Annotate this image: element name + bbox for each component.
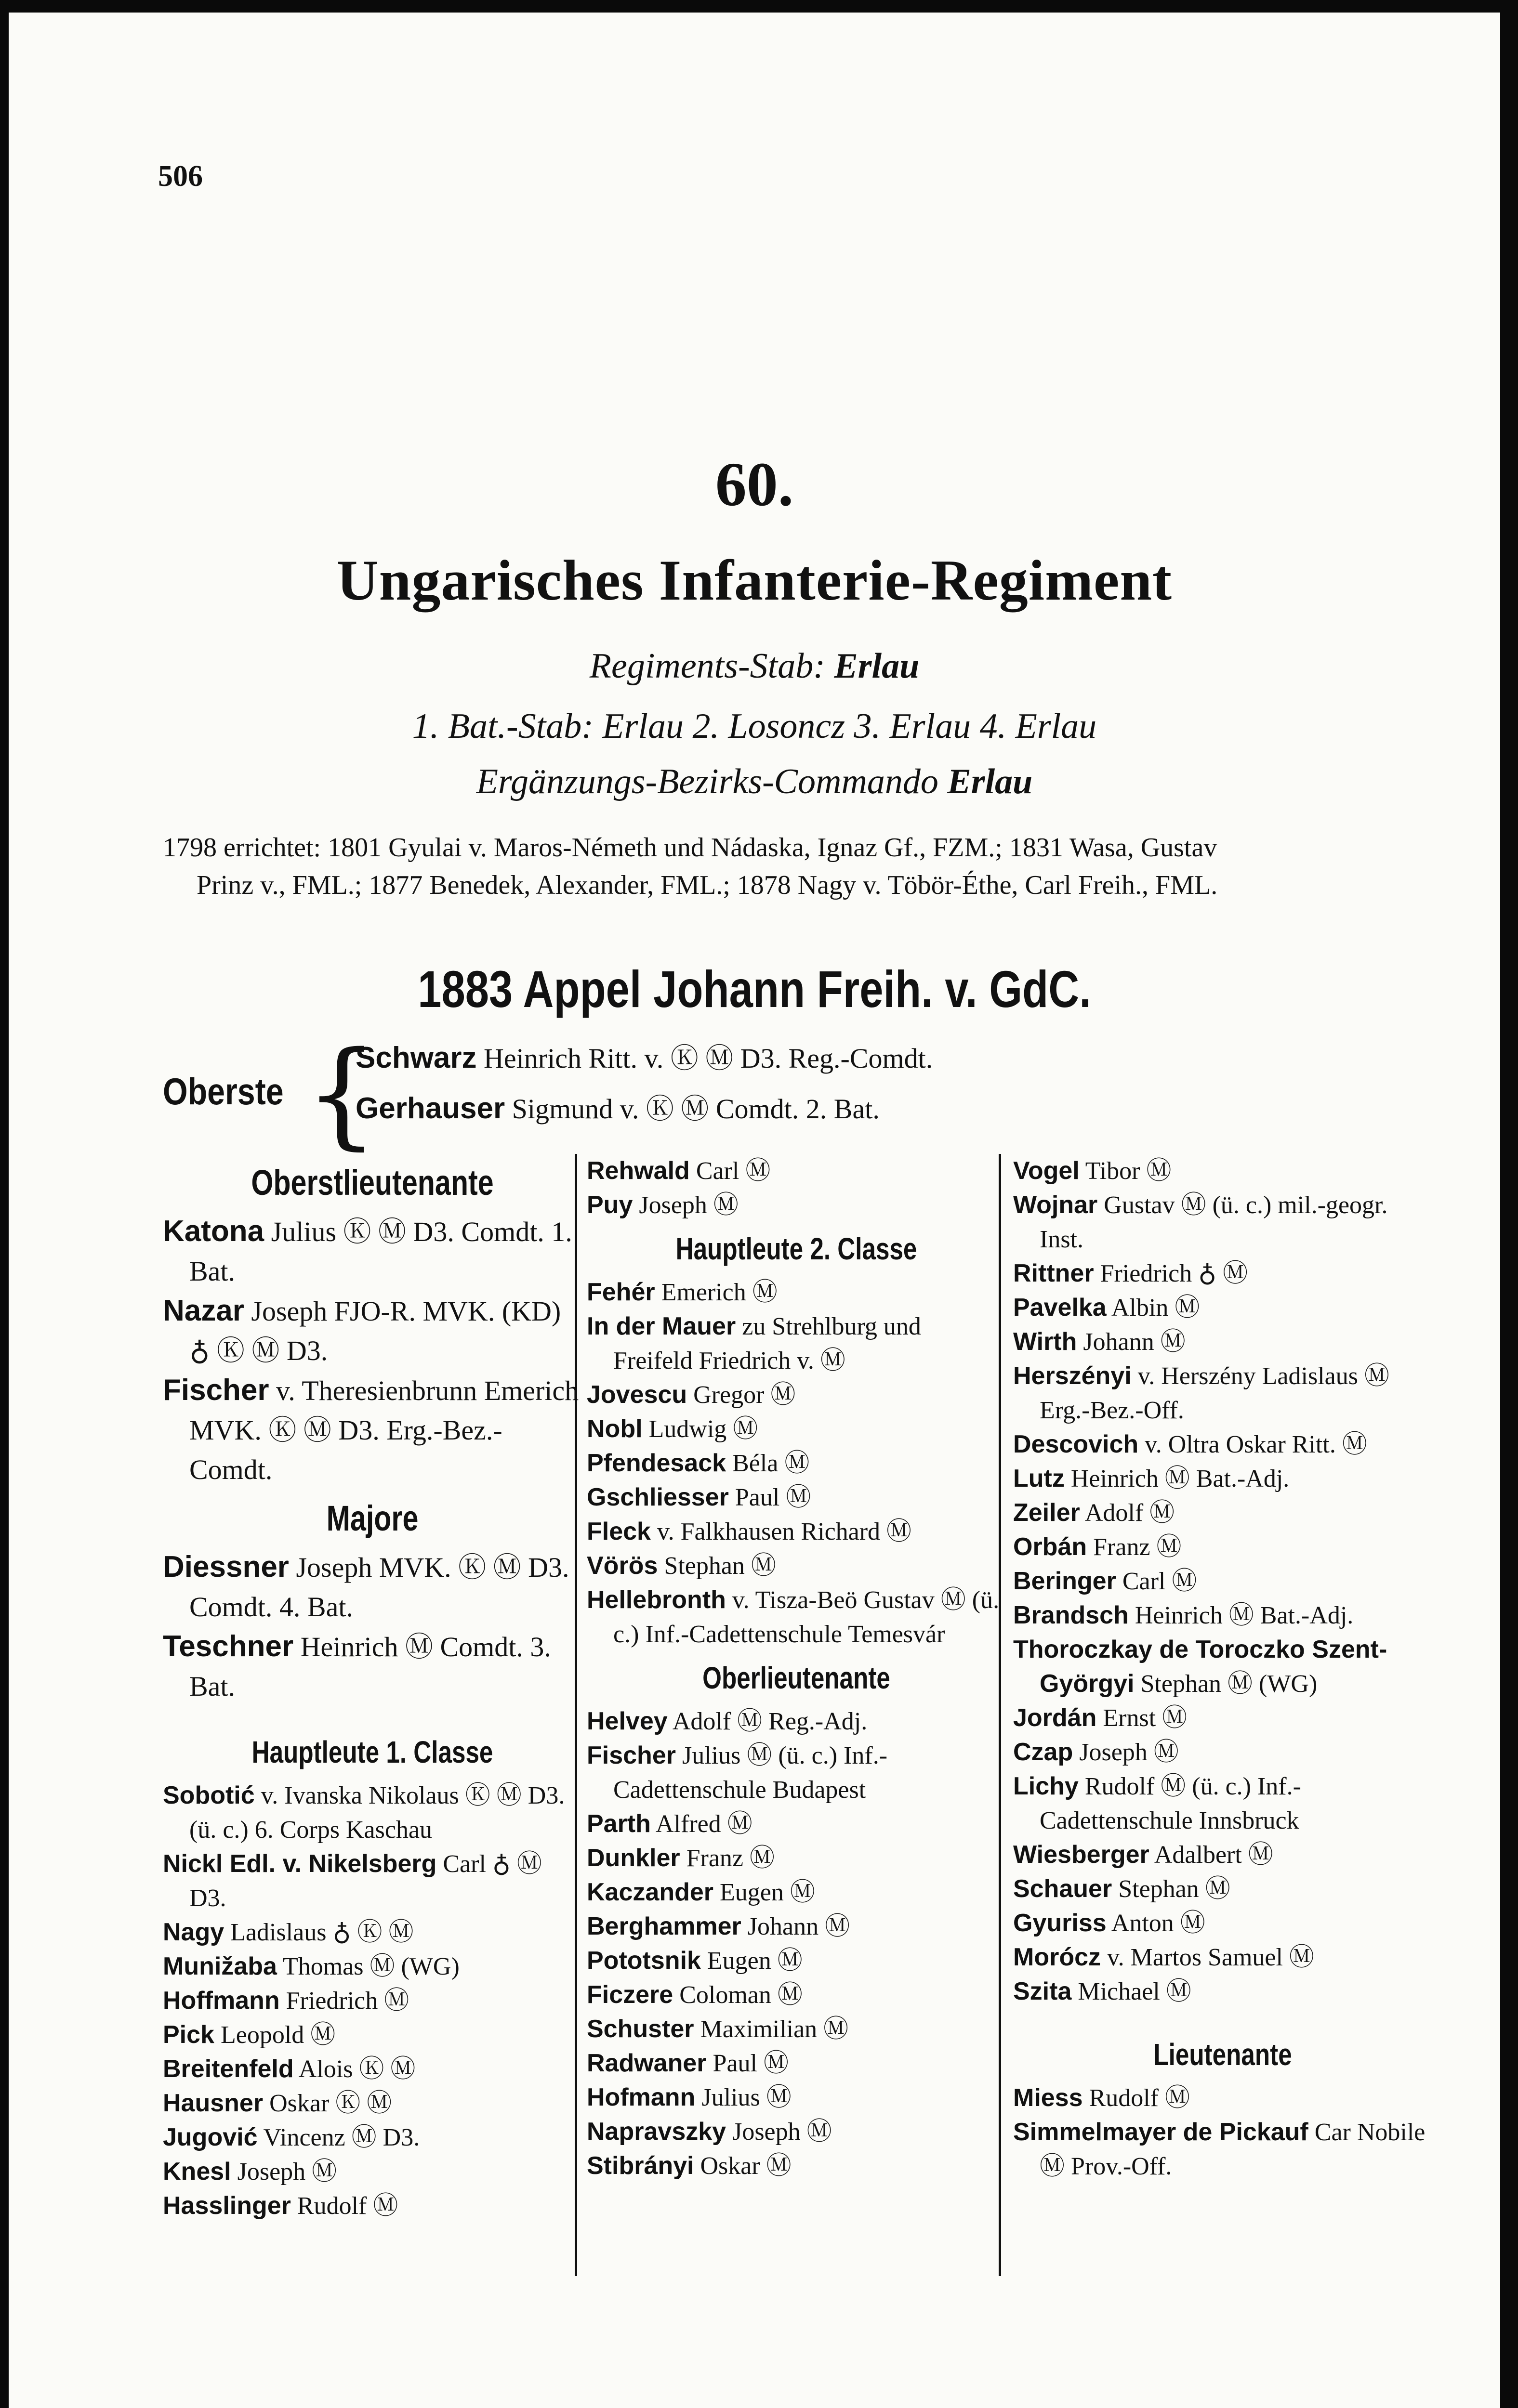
details: Coloman Ⓜ (673, 1981, 803, 2009)
erg-label: Ergänzungs-Bezirks-Commando (476, 762, 938, 801)
staff-place: Erlau (834, 646, 920, 686)
officer-list (163, 1547, 582, 1706)
officer-entry (1013, 2115, 1432, 2184)
details: Friedrich Ⓜ (279, 1987, 409, 2015)
officer-entry (1013, 1325, 1432, 1359)
officer-entry (163, 2052, 582, 2086)
details: Franz Ⓜ (1087, 1533, 1182, 1561)
officer-entry (1013, 1975, 1432, 2009)
document-page (9, 13, 1500, 2408)
surname: Thoroczkay de Toroczko Szent-Györgyi (1013, 1636, 1387, 1698)
officer-entry (163, 2086, 582, 2120)
history-line: Prinz v., FML.; 1877 Benedek, Alexander, FML.; 1878 Nagy v. Töbör-Éthe, Carl Freih., FML. (197, 870, 1218, 900)
details: Franz Ⓜ (680, 1845, 775, 1872)
details: v. Theresienbrunn Emerich MVK. Ⓚ Ⓜ D3. Erg.-Bez.-Comdt. (189, 1375, 579, 1485)
details: Thomas Ⓜ (WG) (277, 1953, 460, 1980)
regiment-title: Ungarisches Infanterie-Regiment (336, 548, 1173, 612)
officer-entry (1013, 1701, 1432, 1735)
details: Rudolf Ⓜ (290, 2192, 398, 2220)
surname: Gerhauser (356, 1092, 505, 1125)
details: Alois Ⓚ Ⓜ (293, 2055, 416, 2083)
surname: Nazar (163, 1294, 244, 1327)
details: Oskar Ⓚ Ⓜ (263, 2090, 392, 2117)
officer-entry (587, 2046, 1006, 2081)
details: Carl ♁ Ⓜ D3. (189, 1850, 542, 1912)
page-number: 506 (158, 160, 203, 193)
surname: Jugović (163, 2123, 258, 2151)
surname: Simmelmayer de Pickauf (1013, 2118, 1308, 2146)
colonel-entry (356, 1089, 880, 1129)
details: v. Martos Samuel Ⓜ (1101, 1944, 1314, 1971)
section-heading-oberstlieutenante: Oberstlieutenante (251, 1163, 494, 1203)
surname: Jordán (1013, 1704, 1097, 1732)
officer-list (1013, 2081, 1432, 2184)
officer-entry (1013, 1735, 1432, 1769)
details: Car Nobile Ⓜ Prov.-Off. (1040, 2119, 1426, 2180)
details: Gustav Ⓜ (ü. c.) mil.-geogr. Inst. (1040, 1191, 1388, 1253)
surname: Hellebronth (587, 1586, 726, 1614)
details: Adolf Ⓜ Reg.-Adj. (667, 1708, 868, 1735)
surname: Berghammer (587, 1912, 741, 1940)
surname: Fischer (163, 1374, 269, 1407)
surname: Schwarz (356, 1041, 477, 1074)
surname: Vogel (1013, 1157, 1080, 1185)
details: Ernst Ⓜ (1096, 1704, 1188, 1732)
surname: Wiesberger (1013, 1841, 1149, 1869)
officer-entry (1013, 1359, 1432, 1427)
officer-entry (587, 1739, 1006, 1807)
officer-entry (587, 1188, 1006, 1222)
history-line: 1798 errichtet: 1801 Gyulai v. Maros-Németh und Nádaska, Ignaz Gf., FZM.; 1831 Wasa, Gustav (163, 833, 1217, 863)
officer-entry (1013, 1564, 1432, 1598)
officer-entry (587, 1583, 1006, 1651)
details: v. Tisza-Beö Gustav Ⓜ (ü. c.) Inf.-Cadettenschule Temesvár (613, 1586, 1000, 1648)
officer-list (1013, 1154, 1432, 2009)
officer-entry (1013, 1872, 1432, 1906)
surname: Lutz (1013, 1465, 1065, 1492)
colonel-entry (356, 1038, 933, 1078)
details: Sigmund v. Ⓚ Ⓜ Comdt. 2. Bat. (505, 1093, 880, 1125)
column-middle (587, 1154, 1006, 2183)
officer-entry (1013, 1838, 1432, 1872)
officer-entry (587, 2115, 1006, 2149)
surname: Fleck (587, 1518, 651, 1545)
officer-list (587, 1704, 1006, 2183)
details: Rudolf Ⓜ (1082, 2084, 1190, 2112)
officer-entry (163, 2120, 582, 2155)
details: v. Oltra Oskar Ritt. Ⓜ (1138, 1431, 1367, 1458)
details: Maximilian Ⓜ (694, 2015, 849, 2043)
officer-entry (1013, 1427, 1432, 1462)
officer-entry (1013, 1462, 1432, 1496)
brace: { (305, 1026, 379, 1161)
surname: Katona (163, 1215, 264, 1248)
details: Oskar Ⓜ (694, 2152, 792, 2180)
officer-entry (163, 1627, 582, 1706)
regiment-owner: 1883 Appel Johann Freih. v. GdC. (418, 960, 1091, 1018)
officer-entry (1013, 2081, 1432, 2115)
officer-entry (1013, 1291, 1432, 1325)
surname: Zeiler (1013, 1499, 1080, 1527)
officer-entry (587, 1446, 1006, 1480)
officer-entry (163, 1984, 582, 2018)
surname: Hausner (163, 2089, 264, 2117)
surname: Teschner (163, 1630, 294, 1663)
details: v. Ivanska Nikolaus Ⓚ Ⓜ D3. (ü. c.) 6. Corps Kaschau (189, 1782, 565, 1844)
surname: Schuster (587, 2015, 694, 2043)
officer-entry (587, 1841, 1006, 1875)
officer-entry (587, 1549, 1006, 1583)
details: Heinrich Ⓜ Bat.-Adj. (1128, 1602, 1354, 1629)
officer-entry (587, 1875, 1006, 1910)
officer-entry (587, 2081, 1006, 2115)
surname: Radwaner (587, 2049, 707, 2077)
officer-entry (163, 1212, 582, 1291)
officer-entry (1013, 1154, 1432, 1188)
officer-entry (587, 1378, 1006, 1412)
details: Adalbert Ⓜ (1149, 1841, 1273, 1869)
officer-entry (587, 1412, 1006, 1446)
officer-entry (163, 1291, 582, 1371)
surname: Miess (1013, 2084, 1083, 2112)
details: Joseph Ⓜ (1073, 1739, 1179, 1766)
surname: Breitenfeld (163, 2055, 294, 2083)
officer-entry (1013, 1598, 1432, 1633)
officer-entry (163, 2189, 582, 2223)
surname: Gschliesser (587, 1483, 729, 1511)
officer-entry (1013, 1633, 1432, 1701)
surname: Nobl (587, 1415, 643, 1443)
surname: Orbán (1013, 1533, 1087, 1561)
officer-entry (587, 2149, 1006, 2183)
surname: Knesl (163, 2158, 231, 2186)
regiment-history (163, 829, 1382, 904)
surname: Hoffmann (163, 1987, 280, 2015)
officer-list (587, 1154, 1006, 1222)
officer-entry (1013, 1906, 1432, 1940)
staff-label: Regiments-Stab: (589, 646, 825, 686)
officer-entry (163, 1371, 582, 1490)
details: Stephan Ⓜ (WG) (1134, 1670, 1318, 1698)
surname: Sobotić (163, 1781, 255, 1809)
details: Heinrich Ⓜ Comdt. 3. Bat. (189, 1631, 551, 1702)
regiment-number: 60. (715, 450, 794, 519)
surname: In der Mauer (587, 1312, 736, 1340)
officer-entry (163, 1950, 582, 1984)
surname: Wirth (1013, 1328, 1077, 1356)
surname: Jovescu (587, 1381, 687, 1409)
officer-entry (1013, 1530, 1432, 1564)
surname: Gyuriss (1013, 1909, 1107, 1937)
officer-list (163, 1779, 582, 2223)
officer-entry (587, 1807, 1006, 1841)
column-left (163, 1154, 582, 2223)
surname: Kaczander (587, 1878, 713, 1906)
officer-entry (1013, 1496, 1432, 1530)
surname: Dunkler (587, 1844, 680, 1872)
officer-entry (587, 1978, 1006, 2012)
section-heading-hauptleute-2: Hauptleute 2. Classe (675, 1231, 917, 1266)
details: Joseph FJO-R. MVK. (KD) ♁ Ⓚ Ⓜ D3. (189, 1296, 561, 1366)
surname: Descovich (1013, 1430, 1139, 1458)
details: Joseph Ⓜ (633, 1191, 739, 1219)
details: Carl Ⓜ (1116, 1568, 1197, 1595)
details: Tibor Ⓜ (1079, 1157, 1172, 1185)
details: Albin Ⓜ (1106, 1294, 1200, 1322)
officer-entry (587, 1480, 1006, 1515)
details: Stephan Ⓜ (1112, 1875, 1230, 1903)
officer-entry (587, 1275, 1006, 1309)
details: Carl Ⓜ (689, 1157, 771, 1185)
details: Stephan Ⓜ (658, 1552, 776, 1580)
details: Eugen Ⓜ (700, 1947, 803, 1975)
surname: Wojnar (1013, 1191, 1098, 1219)
officer-list (163, 1212, 582, 1490)
officer-entry (163, 2018, 582, 2052)
surname: Hasslinger (163, 2192, 291, 2220)
section-heading-hauptleute-1: Hauptleute 1. Classe (251, 1735, 493, 1769)
surname: Beringer (1013, 1567, 1116, 1595)
surname: Czap (1013, 1738, 1073, 1766)
details: Julius Ⓜ (ü. c.) Inf.-Cadettenschule Budapest (613, 1742, 888, 1804)
surname: Fehér (587, 1278, 655, 1306)
surname: Hofmann (587, 2083, 696, 2111)
officer-entry (1013, 1769, 1432, 1838)
surname: Munižaba (163, 1952, 277, 1980)
details: Heinrich Ⓜ Bat.-Adj. (1064, 1465, 1290, 1492)
details: Ludwig Ⓜ (642, 1415, 758, 1443)
details: Paul Ⓜ (728, 1484, 811, 1511)
details: v. Falkhausen Richard Ⓜ (650, 1518, 912, 1545)
officer-entry (1013, 1188, 1432, 1256)
surname: Vörös (587, 1552, 658, 1580)
surname: Herszényi (1013, 1362, 1132, 1390)
details: Friedrich ♁ Ⓜ (1094, 1260, 1248, 1287)
surname: Morócz (1013, 1943, 1101, 1971)
surname: Rittner (1013, 1259, 1094, 1287)
recruiting-district-line (9, 761, 1500, 802)
officer-entry (587, 2012, 1006, 2046)
details: Julius Ⓚ Ⓜ D3. Comdt. 1. Bat. (189, 1216, 572, 1287)
details: v. Herszény Ladislaus Ⓜ Erg.-Bez.-Off. (1040, 1362, 1389, 1424)
details: Michael Ⓜ (1071, 1978, 1191, 2005)
officer-entry (587, 1515, 1006, 1549)
details: zu Strehlburg und Freifeld Friedrich v. Ⓜ (613, 1313, 921, 1374)
details: Julius Ⓜ (695, 2084, 792, 2111)
section-heading-majore: Majore (326, 1498, 419, 1538)
surname: Puy (587, 1191, 633, 1219)
officer-list (587, 1275, 1006, 1651)
officer-entry (163, 1847, 582, 1915)
details: Rudolf Ⓜ (ü. c.) Inf.-Cadettenschule Innsbruck (1040, 1773, 1301, 1834)
surname: Brandsch (1013, 1601, 1129, 1629)
details: Béla Ⓜ (726, 1450, 810, 1477)
surname: Nickl Edl. v. Nikelsberg (163, 1850, 437, 1878)
officer-entry (587, 1910, 1006, 1944)
surname: Helvey (587, 1707, 668, 1735)
officer-entry (163, 1547, 582, 1627)
details: Johann Ⓜ (1077, 1328, 1186, 1356)
surname: Pfendesack (587, 1449, 726, 1477)
officer-entry (163, 1779, 582, 1847)
details: Anton Ⓜ (1106, 1910, 1205, 1937)
details: Gregor Ⓜ (687, 1381, 796, 1409)
surname: Rehwald (587, 1157, 690, 1185)
officer-entry (1013, 1940, 1432, 1975)
officer-entry (587, 1309, 1006, 1378)
surname: Schauer (1013, 1875, 1112, 1903)
officer-entry (587, 1704, 1006, 1739)
surname: Lichy (1013, 1772, 1079, 1800)
details: Eugen Ⓜ (713, 1879, 815, 1906)
surname: Diessner (163, 1550, 289, 1584)
surname: Pick (163, 2021, 214, 2049)
surname: Parth (587, 1810, 651, 1838)
officer-entry (163, 2155, 582, 2189)
details: Adolf Ⓜ (1080, 1499, 1175, 1527)
surname: Ficzere (587, 1981, 673, 2009)
details: Emerich Ⓜ (655, 1279, 778, 1306)
colonels-label: Oberste (163, 1070, 284, 1112)
surname: Pavelka (1013, 1294, 1107, 1322)
regimental-staff-line (9, 646, 1500, 687)
details: Ladislaus ♁ Ⓚ Ⓜ (224, 1919, 414, 1946)
surname: Fischer (587, 1741, 676, 1769)
officer-entry (1013, 1256, 1432, 1291)
section-heading-oberlieutenante: Oberlieutenante (702, 1661, 890, 1695)
details: Alfred Ⓜ (650, 1810, 752, 1838)
details: Paul Ⓜ (706, 2050, 789, 2077)
section-heading-lieutenante: Lieutenante (1153, 2037, 1292, 2072)
details: Johann Ⓜ (741, 1913, 850, 1940)
surname: Pototsnik (587, 1947, 701, 1975)
surname: Stibrányi (587, 2152, 694, 2180)
details: Heinrich Ritt. v. Ⓚ Ⓜ D3. Reg.-Comdt. (476, 1043, 933, 1074)
officer-entry (163, 1915, 582, 1950)
erg-place: Erlau (947, 762, 1033, 801)
details: Joseph Ⓜ (726, 2118, 832, 2146)
officer-entry (587, 1154, 1006, 1188)
details: Leopold Ⓜ (214, 2021, 336, 2049)
surname: Nagy (163, 1918, 224, 1946)
officer-entry (587, 1944, 1006, 1978)
details: Vincenz Ⓜ D3. (257, 2124, 420, 2151)
column-right (1013, 1154, 1432, 2184)
battalion-staff-line: 1. Bat.-Stab: Erlau 2. Losoncz 3. Erlau 4. Erlau (412, 707, 1097, 746)
details: Joseph Ⓜ (231, 2158, 337, 2186)
surname: Szita (1013, 1977, 1072, 2005)
details: Joseph MVK. Ⓚ Ⓜ D3. Comdt. 4. Bat. (189, 1552, 569, 1623)
surname: Napravszky (587, 2118, 726, 2146)
